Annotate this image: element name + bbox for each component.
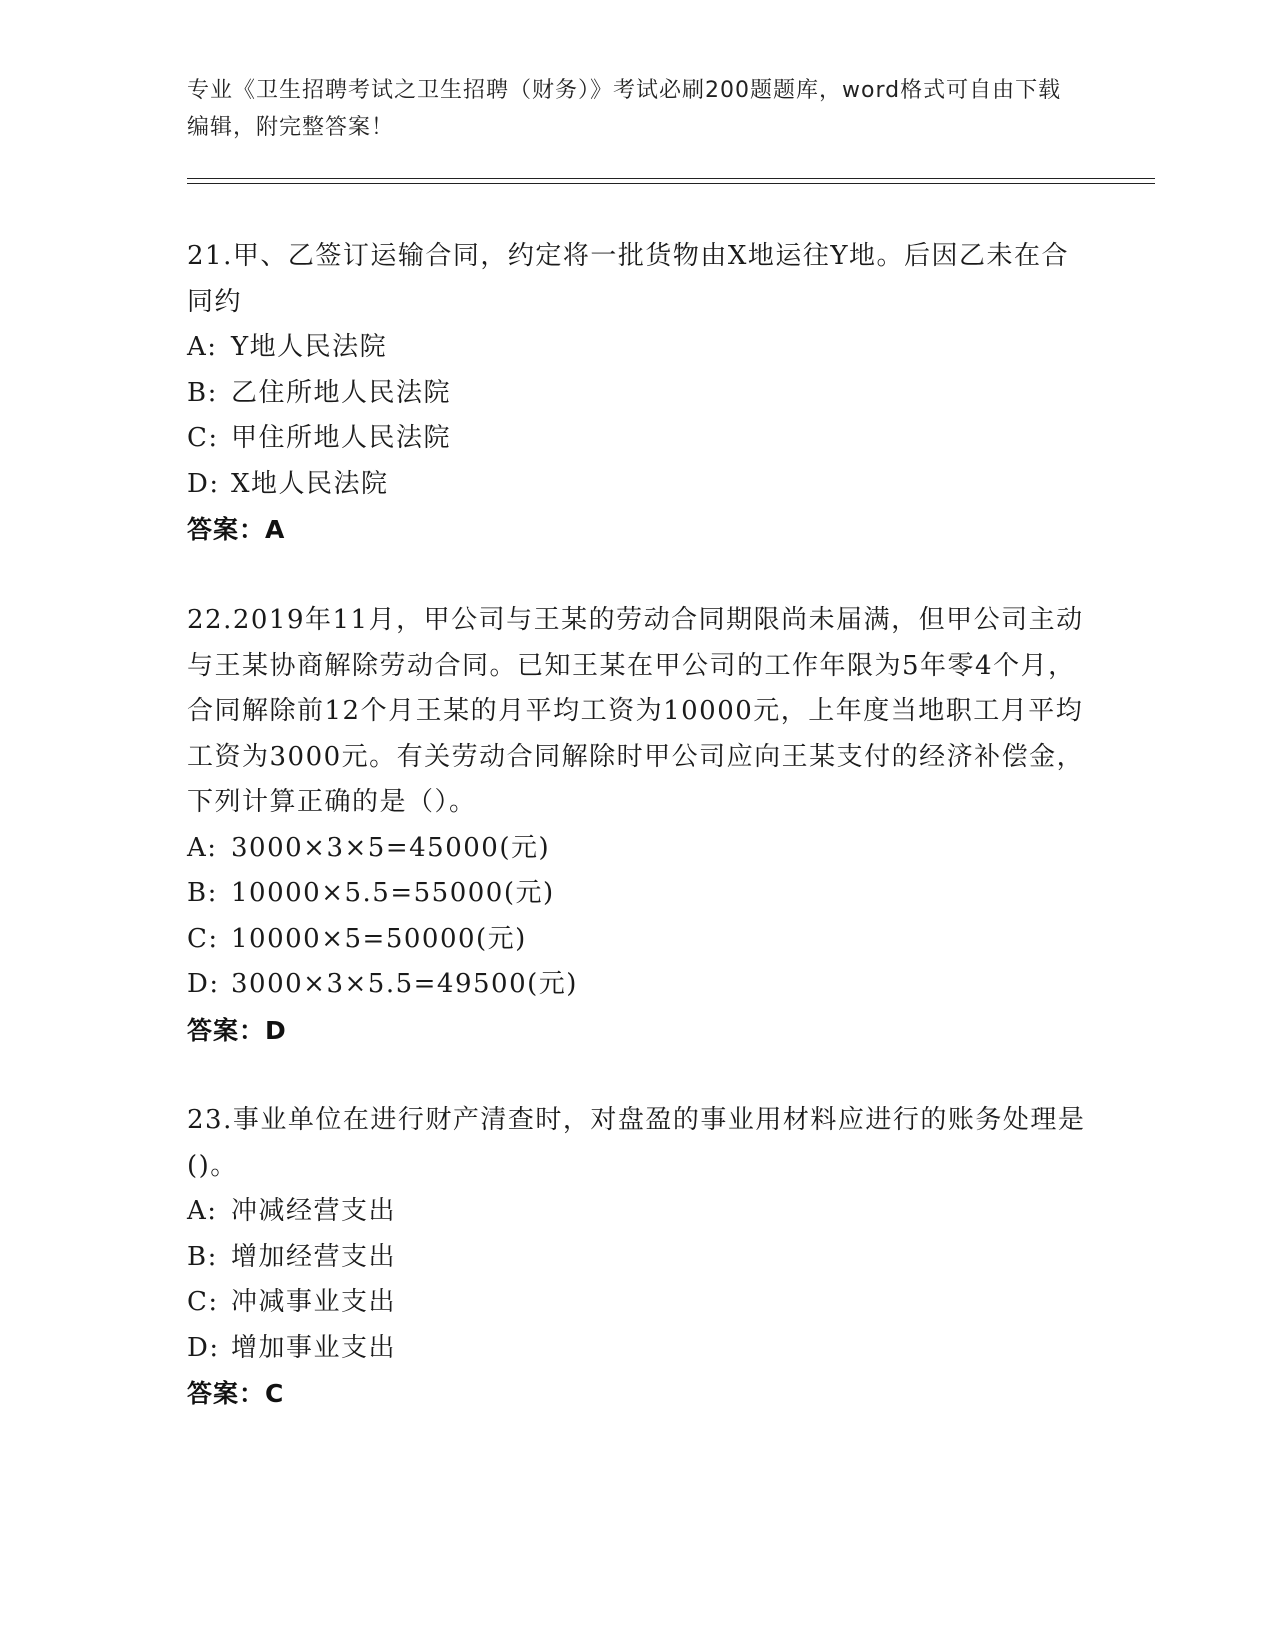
answer-label: 答案：A: [187, 515, 286, 544]
document-header: 专业《卫生招聘考试之卫生招聘（财务）》考试必刷200题题库，word格式可自由下载编辑，附完整答案！: [187, 78, 1062, 140]
option-d: [187, 962, 1087, 1008]
option-b: [187, 871, 1087, 917]
option-key: D:: [187, 969, 220, 999]
option-c: [187, 917, 1087, 963]
answer-label: 答案：D: [187, 1015, 287, 1045]
option-key: A:: [187, 332, 218, 362]
option-key: A:: [187, 1196, 218, 1226]
header-divider-top: [187, 178, 1155, 179]
answer-label: 答案：C: [187, 1379, 285, 1408]
option-a: [187, 1189, 1087, 1235]
question-stem: 23.事业单位在进行财产清查时，对盘盈的事业用材料应进行的账务处理是()。: [187, 1105, 1086, 1181]
option-text: 增加经营支出: [231, 1241, 397, 1272]
option-c: [187, 1280, 1087, 1326]
option-d: [187, 1326, 1087, 1372]
option-text: 3000×3×5=45000(元): [231, 832, 551, 863]
header-divider-bottom: [187, 183, 1155, 184]
question-stem: 21.甲、乙签订运输合同，约定将一批货物由X地运往Y地。后因乙未在合同约: [187, 241, 1070, 317]
option-key: A:: [187, 832, 218, 863]
option-text: 增加事业支出: [231, 1332, 397, 1363]
option-text: 冲减经营支出: [231, 1196, 397, 1226]
option-d: [187, 462, 1087, 508]
option-key: B:: [187, 1241, 218, 1272]
option-text: 3000×3×5.5=49500(元): [231, 969, 578, 999]
option-key: B:: [187, 377, 218, 408]
option-text: 乙住所地人民法院: [231, 377, 452, 408]
option-text: X地人民法院: [231, 468, 389, 499]
option-key: D:: [187, 1332, 220, 1363]
option-b: [187, 1235, 1087, 1281]
option-key: C:: [187, 1287, 219, 1317]
question-22: [187, 598, 1087, 1053]
option-b: [187, 371, 1087, 417]
option-text: 10000×5.5=55000(元): [231, 878, 555, 908]
option-text: 冲减事业支出: [231, 1287, 397, 1317]
option-c: [187, 416, 1087, 462]
option-key: C:: [187, 423, 219, 453]
option-key: D:: [187, 468, 220, 499]
question-stem: 22.2019年11月，甲公司与王某的劳动合同期限尚未届满，但甲公司主动与王某协商解除劳动合同。已知王某在甲公司的工作年限为5年零4个月，合同解除前12个月王某的月平均工资为10000元，上年度当地职工月平均工资为3000元。有关劳动合同解除时甲公司应向王某支付的经济补偿金，下列计算正确的是（）。: [187, 605, 1085, 817]
option-text: Y地人民法院: [231, 332, 388, 362]
option-a: [187, 826, 1087, 872]
option-key: B:: [187, 878, 218, 908]
option-key: C:: [187, 923, 219, 954]
question-23: [187, 1098, 1087, 1417]
option-a: [187, 325, 1087, 371]
question-21: [187, 234, 1087, 553]
option-text: 10000×5=50000(元): [231, 923, 527, 954]
option-text: 甲住所地人民法院: [231, 423, 452, 453]
